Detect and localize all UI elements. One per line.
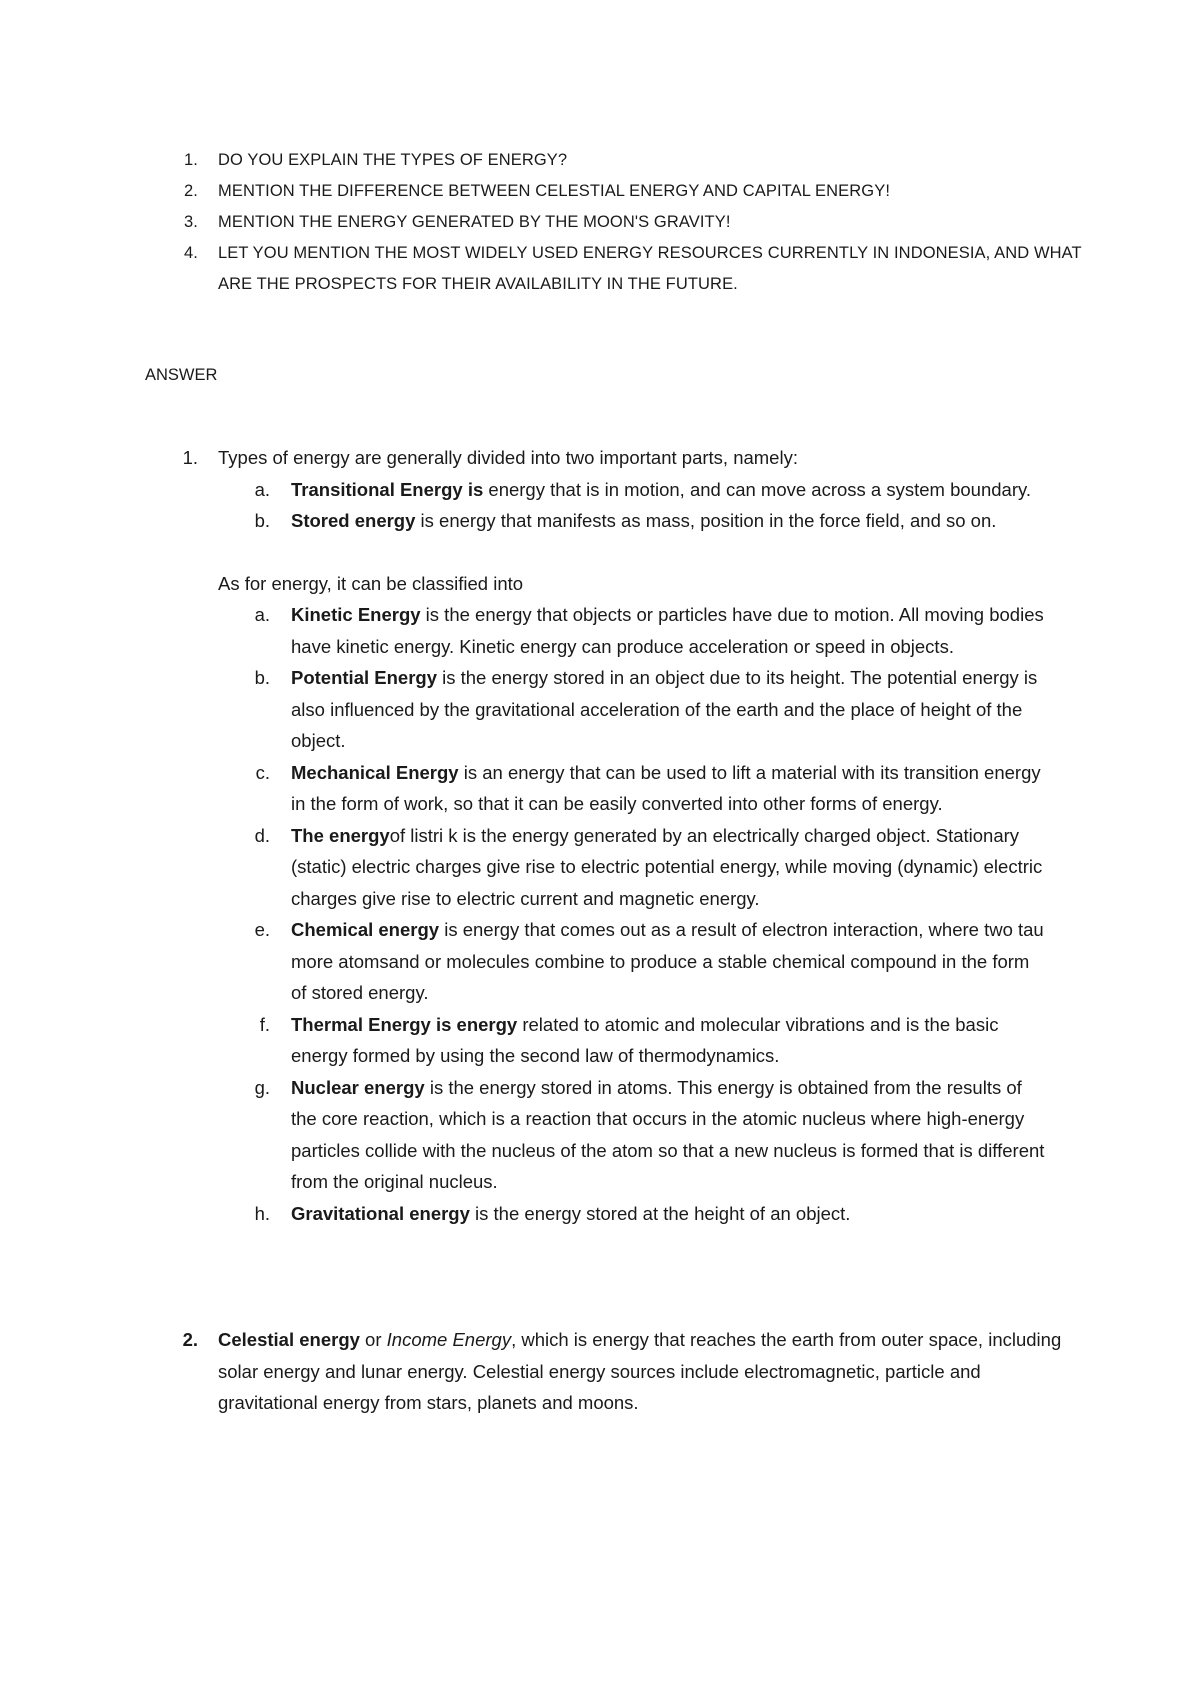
question-text: DO YOU EXPLAIN THE TYPES OF ENERGY? — [218, 151, 568, 169]
list-letter: b. — [254, 510, 270, 531]
list-item — [218, 1072, 1085, 1198]
list-item — [218, 599, 1085, 662]
definition: is energy that comes out as a result of electron interaction, where two tau more atomsand or molecules combine to produce a stable chemical compound in the form of stored energy. — [291, 919, 1044, 1003]
term: Celestial energy — [218, 1329, 360, 1350]
answer-intro-text: Types of energy are generally divided into two important parts, namely: — [218, 447, 798, 468]
term: The energy — [291, 824, 390, 846]
connector: or — [359, 1329, 387, 1350]
question-number: 2. — [184, 182, 198, 200]
list-item-text — [291, 1009, 1085, 1072]
term: Stored energy — [291, 510, 416, 531]
list-item-text — [291, 505, 1085, 537]
classification-intro: As for energy, it can be classified into — [218, 572, 524, 594]
term: Thermal Energy is energy — [291, 1013, 518, 1035]
definition: is the energy that objects or particles have due to motion. All moving bodies have kinetic energy. Kinetic energy can produce acceleration or speed in objects. — [291, 604, 1044, 657]
document-content — [145, 145, 1085, 1419]
question-number: 4. — [184, 244, 198, 262]
question-number: 3. — [184, 213, 198, 231]
definition: is an energy that can be used to lift a material with its transition energy in the form of work, so that it can be easily converted into other forms of energy. — [291, 761, 1041, 814]
question-item — [184, 145, 1085, 176]
answer-2-text — [218, 1324, 1085, 1419]
term: Potential Energy — [291, 667, 437, 688]
list-letter: a. — [254, 478, 270, 500]
italic-term: Income Energy — [386, 1329, 512, 1350]
list-item — [218, 1198, 1085, 1230]
answer-heading: ANSWER — [145, 366, 218, 384]
answer-number — [145, 1324, 218, 1419]
list-letter: b. — [254, 667, 270, 688]
list-item — [218, 757, 1085, 820]
question-text: MENTION THE DIFFERENCE BETWEEN CELESTIAL ENERGY AND CAPITAL ENERGY! — [218, 182, 891, 200]
answer-1-intro — [145, 442, 1085, 474]
definition: is energy that manifests as mass, position in the force field, and so on. — [415, 510, 997, 531]
term: Chemical energy — [291, 919, 440, 940]
list-item — [218, 505, 1085, 537]
term: Nuclear energy — [291, 1076, 425, 1098]
answer-2 — [145, 1324, 1085, 1419]
definition: is the energy stored in atoms. This energy is obtained from the results of the core reaction, which is a reaction that occurs in the atomic nucleus where high-energy particles collide with the nucleus of the atom so that a new nucleus is formed that is different from the original nucleus. — [291, 1076, 1045, 1192]
definition: related to atomic and molecular vibrations and is the basic energy formed by using the second law of thermodynamics. — [291, 1013, 999, 1066]
list-item-text — [291, 1072, 1085, 1198]
list-item — [218, 914, 1085, 1009]
term: Transitional Energy is — [291, 478, 484, 500]
answer-number: 1. — [182, 447, 198, 468]
definition: is the energy stored at the height of an object. — [469, 1202, 851, 1224]
term: Gravitational energy — [291, 1202, 470, 1224]
list-letter: f. — [259, 1013, 270, 1035]
list-item — [218, 1009, 1085, 1072]
answer-2-row — [145, 1324, 1085, 1419]
list-item-text — [291, 662, 1085, 757]
question-text: MENTION THE ENERGY GENERATED BY THE MOON'S GRAVITY! — [218, 213, 731, 231]
term: Kinetic Energy — [291, 604, 421, 625]
definition: of listri k is the energy generated by an electrically charged object. Stationary (static) electric charges give rise to electric potential energy, while moving (dynamic) electric charges give rise to electric current and magnetic energy. — [291, 824, 1043, 909]
question-item — [184, 238, 1085, 300]
list-item-text — [291, 474, 1085, 506]
list-letter: g. — [254, 1076, 270, 1098]
answer-1 — [145, 442, 1085, 1229]
list-item-text — [291, 757, 1085, 820]
list-item — [218, 662, 1085, 757]
list-item-text — [291, 820, 1085, 915]
list-item-text — [291, 599, 1085, 662]
question-item — [184, 207, 1085, 238]
question-item — [184, 176, 1085, 207]
list-letter: e. — [254, 919, 270, 940]
definition: energy that is in motion, and can move across a system boundary. — [483, 478, 1032, 500]
list-item-text — [291, 1198, 1085, 1230]
energy-types-list — [145, 599, 1085, 1229]
list-letter: d. — [254, 824, 270, 846]
question-list — [145, 145, 1085, 300]
question-number: 1. — [184, 151, 198, 169]
list-letter: a. — [254, 604, 270, 625]
list-item — [218, 474, 1085, 506]
energy-parts-list — [145, 474, 1085, 537]
definition: is the energy stored in an object due to its height. The potential energy is also influenced by the gravitational acceleration of the earth and the place of height of the object. — [291, 667, 1038, 751]
list-letter: c. — [255, 761, 270, 783]
term: Mechanical Energy — [291, 761, 459, 783]
list-item — [218, 820, 1085, 915]
list-letter: h. — [254, 1202, 270, 1224]
answer-number-text: 2. — [182, 1329, 198, 1350]
question-text: LET YOU MENTION THE MOST WIDELY USED ENERGY RESOURCES CURRENTLY IN INDONESIA, AND WHAT ARE THE PROSPECTS FOR THEIR AVAILABILITY IN THE FUTURE. — [218, 244, 1082, 293]
definition: , which is energy that reaches the earth from outer space, including solar energy and lunar energy. Celestial energy sources include electromagnetic, particle and gravitational energy from stars, planets and moons. — [218, 1329, 1062, 1413]
list-item-text — [291, 914, 1085, 1009]
